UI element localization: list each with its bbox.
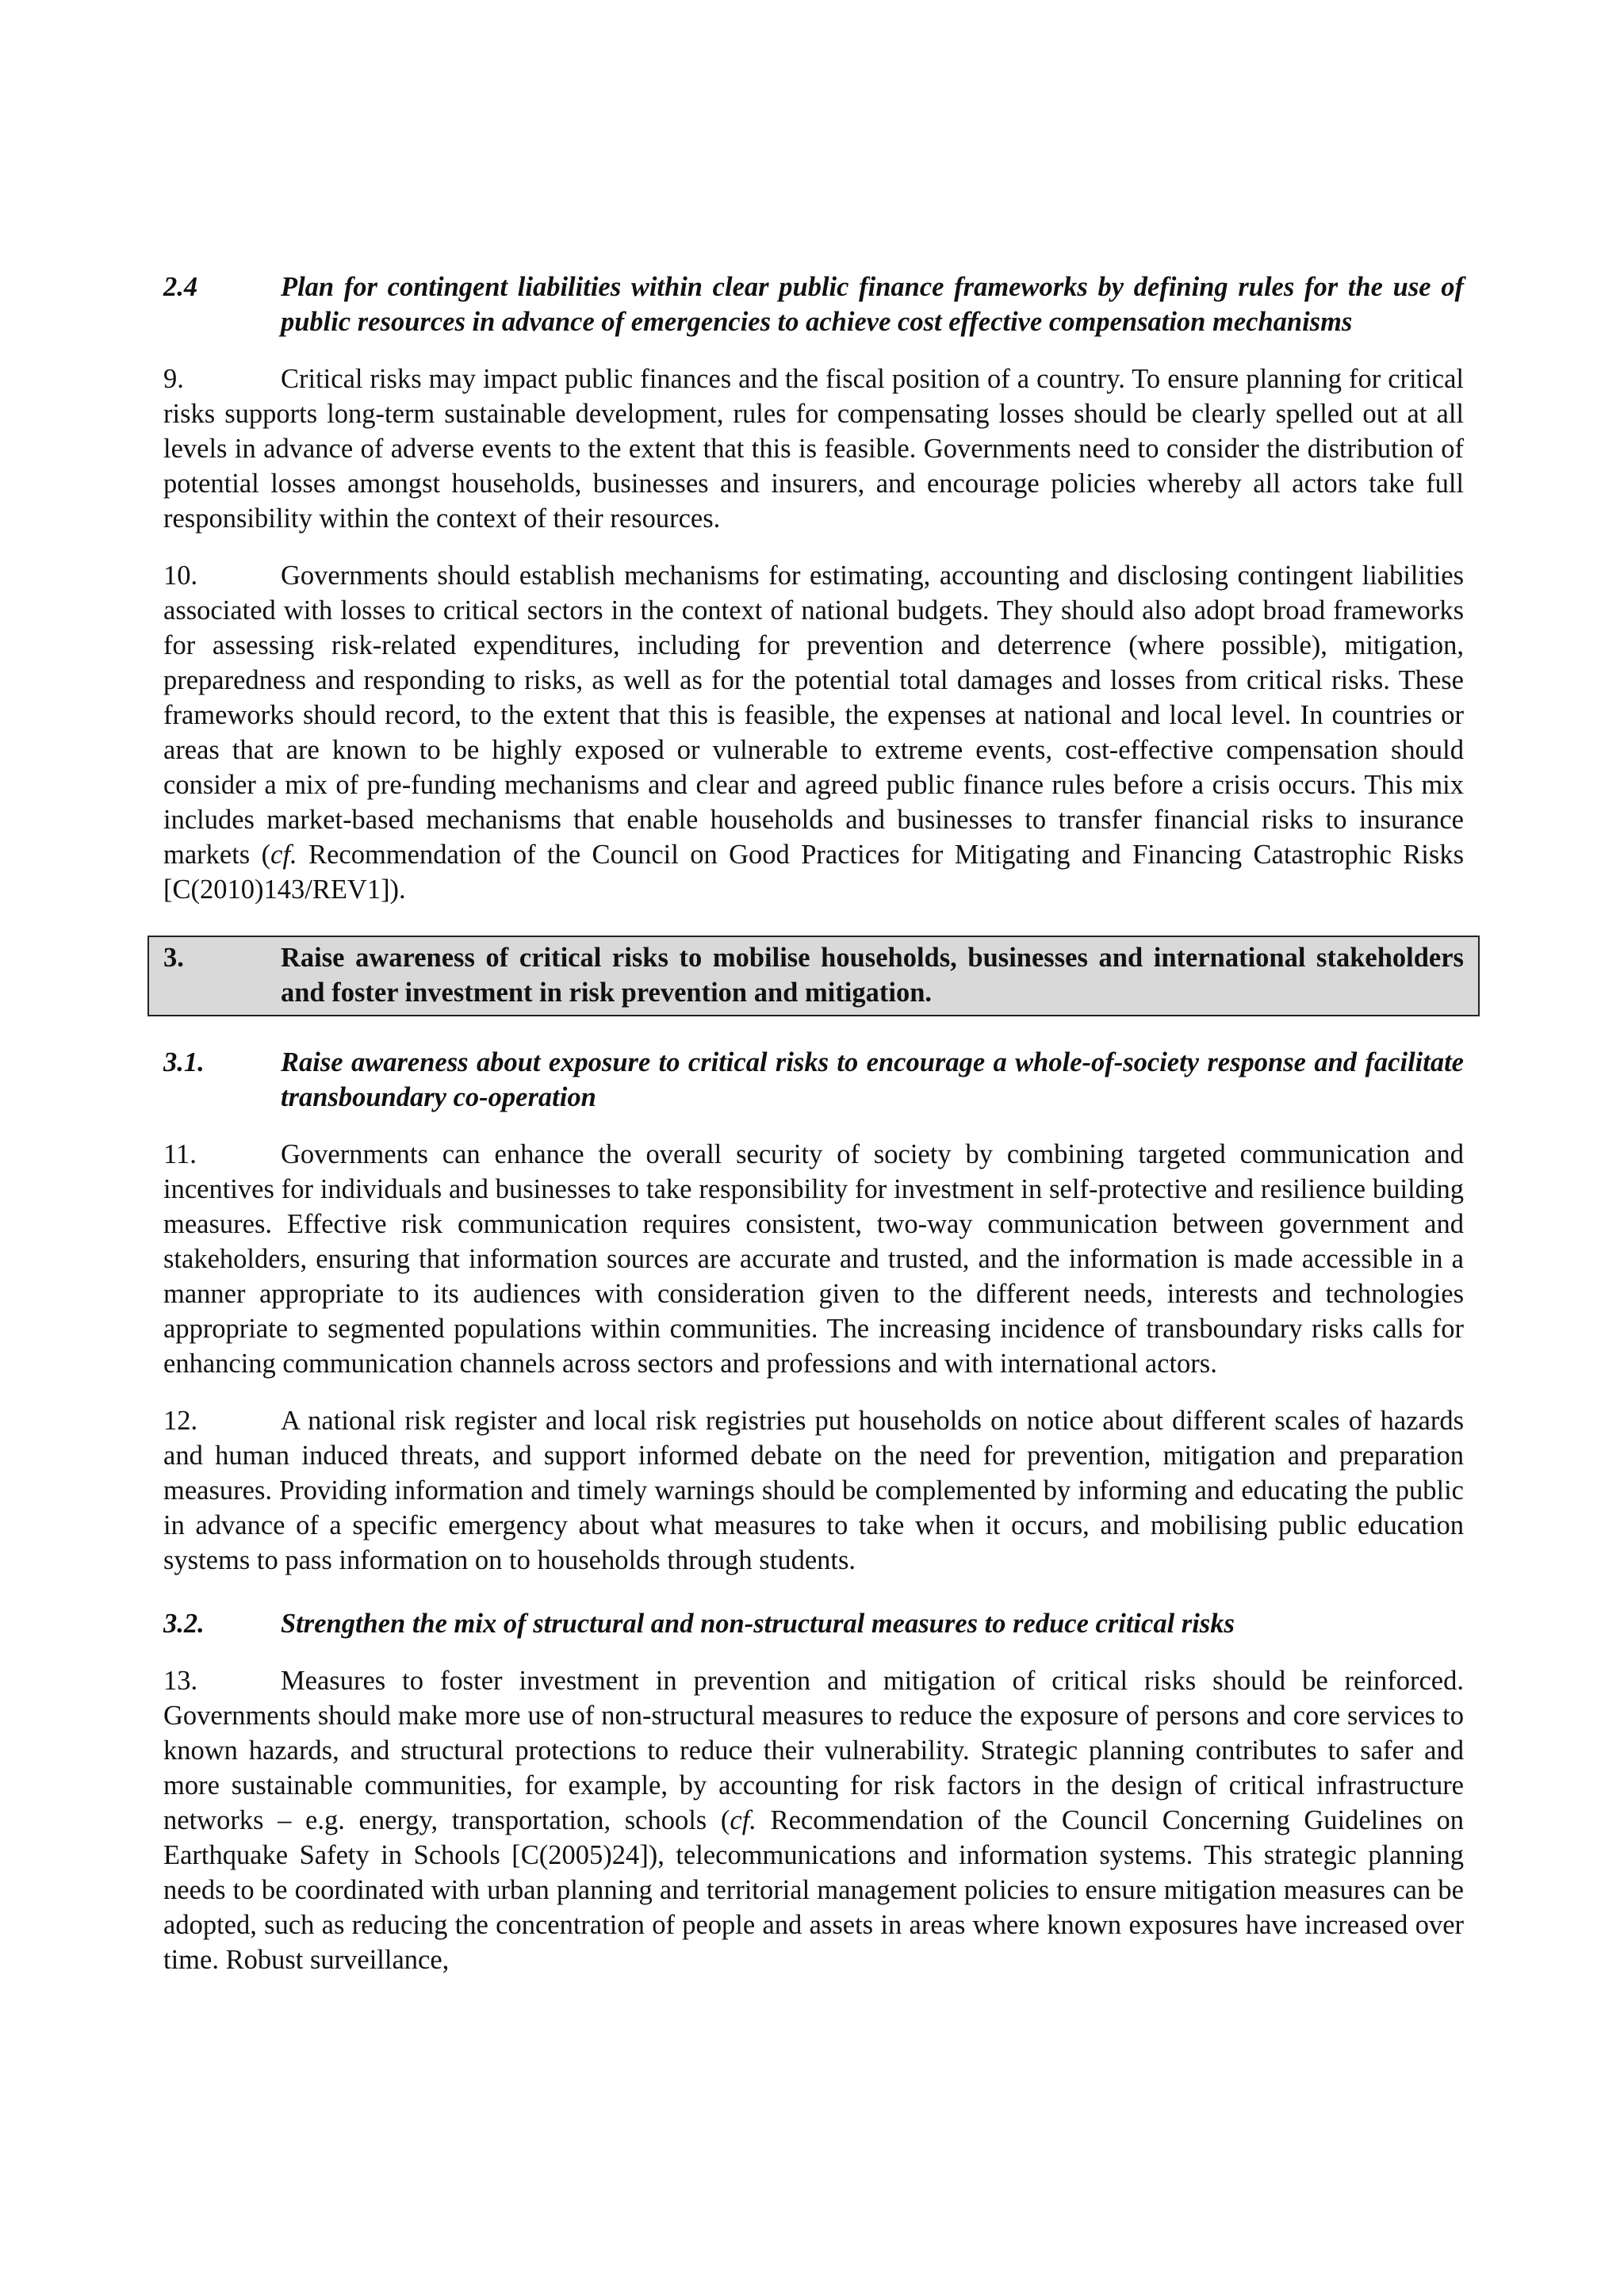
cf-abbreviation: cf.	[270, 840, 297, 870]
section-number: 3.2.	[163, 1609, 205, 1639]
paragraph-9	[163, 362, 1464, 536]
paragraph-number: 10.	[163, 561, 198, 591]
paragraph-10	[163, 558, 1464, 907]
paragraph-number: 13.	[163, 1666, 198, 1696]
paragraph-text-continued: Recommendation of the Council Concerning Guidelines on Earthquake Safety in Schools [C(2005)24]), telecommunications and information systems. This strategic planning needs to be coordinated with urban planning and territorial management policies to ensure mitigation measures can be adopted, such as reducing the concentration of people and assets in areas where known exposures have increased over time. Robust surveillance,	[163, 1805, 1464, 1975]
paragraph-12	[163, 1403, 1464, 1578]
section-number: 3.1.	[163, 1047, 205, 1077]
paragraph-text: Governments can enhance the overall security of society by combining targeted communication and incentives for individuals and businesses to take responsibility for investment in self-protective and resilience building measures. Effective risk communication requires consistent, two-way communication between government and stakeholders, ensuring that information sources are accurate and trusted, and the information is made accessible in a manner appropriate to its audiences with consideration given to the different needs, interests and technologies appropriate to segmented populations within communities. The increasing incidence of transboundary risks calls for enhancing communication channels across sectors and professions and with international actors.	[163, 1139, 1464, 1379]
paragraph-number: 11.	[163, 1139, 197, 1169]
section-title: Strengthen the mix of structural and non-structural measures to reduce critical risks	[281, 1609, 1235, 1639]
section-3-boxed-heading	[147, 936, 1480, 1016]
paragraph-text: Critical risks may impact public finances and the fiscal position of a country. To ensure planning for critical risks supports long-term sustainable development, rules for compensating losses should be clearly spelled out at all levels in advance of adverse events to the extent that this is feasible. Governments need to consider the distribution of potential losses amongst households, businesses and insurers, and encourage policies whereby all actors take full responsibility within the context of their resources.	[163, 364, 1464, 534]
paragraph-text: Measures to foster investment in prevention and mitigation of critical risks should be reinforced. Governments should make more use of non-structural measures to reduce the exposure of persons and core services to known hazards, and structural protections to reduce their vulnerability. Strategic planning contributes to safer and more sustainable communities, for example, by accounting for risk factors in the design of critical infrastructure networks – e.g. energy, transportation, schools (	[163, 1666, 1464, 1835]
section-number: 2.4	[163, 272, 198, 302]
paragraph-text: Governments should establish mechanisms for estimating, accounting and disclosing contingent liabilities associated with losses to critical sectors in the context of national budgets. They should also adopt broad frameworks for assessing risk-related expenditures, including for prevention and deterrence (where possible), mitigation, preparedness and responding to risks, as well as for the potential total damages and losses from critical risks. These frameworks should record, to the extent that this is feasible, the expenses at national and local level. In countries or areas that are known to be highly exposed or vulnerable to extreme events, cost-effective compensation should consider a mix of pre-funding mechanisms and clear and agreed public finance rules before a crisis occurs. This mix includes market-based mechanisms that enable households and businesses to transfer financial risks to insurance markets (	[163, 561, 1464, 870]
section-number: 3.	[163, 943, 184, 973]
section-title: Raise awareness about exposure to critical risks to encourage a whole-of-society response and facilitate transboundary co-operation	[281, 1047, 1464, 1112]
paragraph-number: 9.	[163, 364, 184, 394]
section-3-1-heading	[163, 1045, 1464, 1115]
paragraph-number: 12.	[163, 1406, 198, 1436]
section-3-2-heading	[163, 1606, 1464, 1641]
paragraph-text-continued: Recommendation of the Council on Good Practices for Mitigating and Financing Catastrophic Risks [C(2010)143/REV1]).	[163, 840, 1464, 905]
section-2-4-heading	[163, 270, 1464, 339]
paragraph-text: A national risk register and local risk registries put households on notice about different scales of hazards and human induced threats, and support informed debate on the need for prevention, mitigation and preparation measures. Providing information and timely warnings should be complemented by informing and educating the public in advance of a specific emergency about what measures to take when it occurs, and mobilising public education systems to pass information on to households through students.	[163, 1406, 1464, 1575]
page-content	[163, 270, 1464, 1977]
paragraph-13	[163, 1663, 1464, 1977]
section-title: Plan for contingent liabilities within clear public finance frameworks by defining rules for the use of public resources in advance of emergencies to achieve cost effective compensation mechanisms	[281, 272, 1464, 337]
cf-abbreviation: cf.	[730, 1805, 756, 1835]
paragraph-11	[163, 1137, 1464, 1381]
section-title: Raise awareness of critical risks to mobilise households, businesses and international stakeholders and foster investment in risk prevention and mitigation.	[281, 943, 1464, 1008]
